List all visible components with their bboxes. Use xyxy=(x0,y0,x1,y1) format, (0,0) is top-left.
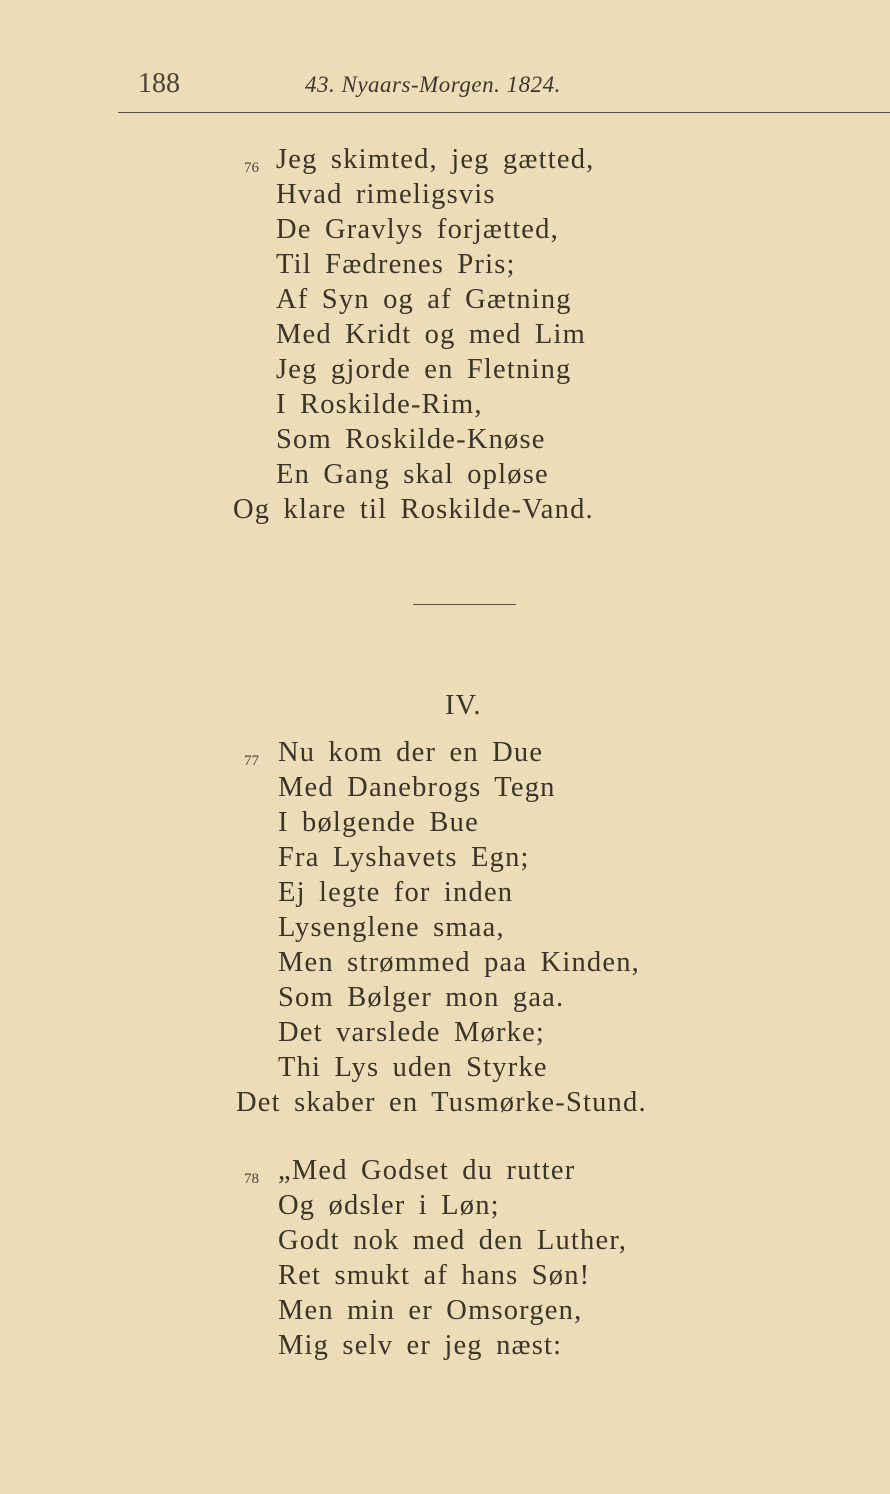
verse-line: Fra Lyshavets Egn; xyxy=(278,842,530,873)
verse-line: Det varslede Mørke; xyxy=(278,1017,546,1048)
verse-line: Godt nok med den Luther, xyxy=(278,1225,628,1256)
verse-line: Jeg skimted, jeg gætted, xyxy=(276,144,595,175)
verse-line: Men min er Omsorgen, xyxy=(278,1295,583,1326)
verse-line: Men strømmed paa Kinden, xyxy=(278,947,640,978)
verse-line: Hvad rimeligsvis xyxy=(276,179,496,210)
verse-line: Jeg gjorde en Fletning xyxy=(276,354,572,385)
section-divider xyxy=(413,604,516,605)
verse-line: „Med Godset du rutter xyxy=(278,1155,576,1186)
verse-line: Ret smukt af hans Søn! xyxy=(278,1260,591,1291)
verse-number: 77 xyxy=(244,753,259,769)
verse-number: 76 xyxy=(244,160,259,176)
page-number: 188 xyxy=(138,68,180,99)
verse-line: Til Fædrenes Pris; xyxy=(276,249,516,280)
verse-line: Ej legte for inden xyxy=(278,877,514,908)
verse-line: De Gravlys forjætted, xyxy=(276,214,559,245)
running-title: 43. Nyaars-Morgen. 1824. xyxy=(305,72,561,97)
section-heading: IV. xyxy=(445,690,482,721)
verse-line: Thi Lys uden Styrke xyxy=(278,1052,548,1083)
page-header xyxy=(0,64,890,104)
header-rule xyxy=(118,112,890,113)
verse-line: Af Syn og af Gætning xyxy=(276,284,572,315)
verse-line: Som Bølger mon gaa. xyxy=(278,982,565,1013)
verse-line: Og klare til Roskilde-Vand. xyxy=(233,494,594,525)
verse-line: Mig selv er jeg næst: xyxy=(278,1330,563,1361)
verse-line: Med Kridt og med Lim xyxy=(276,319,586,350)
verse-line: Med Danebrogs Tegn xyxy=(278,772,556,803)
verse-line: Lysenglene smaa, xyxy=(278,912,505,943)
verse-line: Nu kom der en Due xyxy=(278,737,544,768)
verse-line: Det skaber en Tusmørke-Stund. xyxy=(236,1087,647,1118)
verse-number: 78 xyxy=(244,1171,259,1187)
verse-line: En Gang skal opløse xyxy=(276,459,549,490)
verse-line: I Roskilde-Rim, xyxy=(276,389,483,420)
verse-line: Som Roskilde-Knøse xyxy=(276,424,546,455)
verse-line: I bølgende Bue xyxy=(278,807,479,838)
verse-line: Og ødsler i Løn; xyxy=(278,1190,500,1221)
